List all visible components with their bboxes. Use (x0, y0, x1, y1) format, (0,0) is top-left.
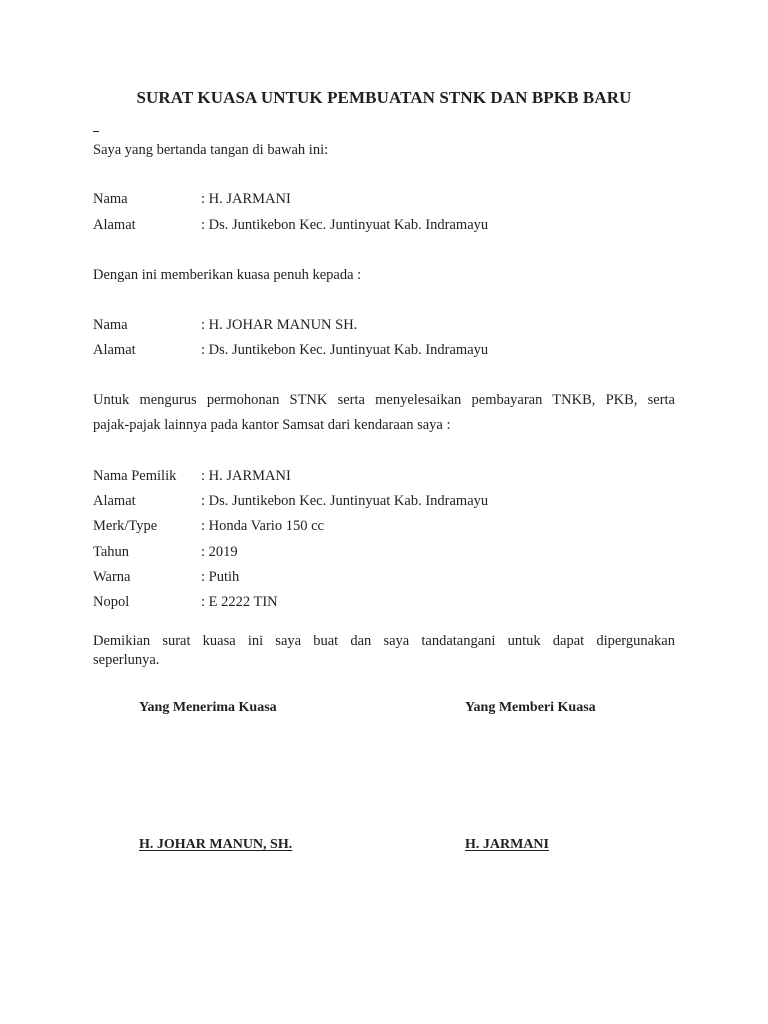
grantee-address-label: Alamat (93, 342, 136, 358)
vehicle-row (93, 517, 324, 535)
vehicle-address-label: Alamat (93, 493, 136, 509)
vehicle-address-value: : Ds. Juntikebon Kec. Juntinyuat Kab. Indramayu (201, 493, 489, 509)
vehicle-row (93, 492, 488, 510)
closing-line-1: Demikian surat kuasa ini saya buat dan saya tandatangani untuk dapat dipergunakan (93, 633, 675, 649)
grantee-address-value: : Ds. Juntikebon Kec. Juntinyuat Kab. Indramayu (201, 342, 489, 358)
grantee-name-label: Nama (93, 317, 128, 333)
vehicle-row (93, 467, 291, 485)
vehicle-owner-value: : H. JARMANI (201, 468, 291, 484)
stray-mark (93, 131, 99, 132)
grantor-address-value: : Ds. Juntikebon Kec. Juntinyuat Kab. Indramayu (201, 217, 489, 233)
intro-text: Saya yang bertanda tangan di bawah ini: (93, 142, 329, 158)
grantee-address-row (93, 341, 488, 359)
closing-line-2: seperlunya. (93, 652, 160, 668)
grant-statement: Dengan ini memberikan kuasa penuh kepada : (93, 267, 362, 283)
vehicle-owner-label: Nama Pemilik (93, 468, 177, 484)
purpose-line-2: pajak-pajak lainnya pada kantor Samsat dari kendaraan saya : (93, 417, 451, 433)
grantor-address-label: Alamat (93, 217, 136, 233)
vehicle-row (93, 593, 278, 611)
giver-name: H. JARMANI (465, 837, 549, 852)
vehicle-plate-value: : E 2222 TIN (201, 594, 278, 610)
vehicle-type-value: : Honda Vario 150 cc (201, 518, 324, 534)
vehicle-color-label: Warna (93, 569, 131, 585)
vehicle-row (93, 543, 238, 561)
giver-heading: Yang Memberi Kuasa (465, 700, 596, 715)
vehicle-year-value: : 2019 (201, 544, 238, 560)
grantor-address-row (93, 216, 488, 234)
grantee-name-row (93, 316, 357, 334)
letter-title: SURAT KUASA UNTUK PEMBUATAN STNK DAN BPKB BARU (136, 88, 632, 107)
grantor-name-value: : H. JARMANI (201, 191, 291, 207)
grantor-name-label: Nama (93, 191, 128, 207)
vehicle-type-label: Merk/Type (93, 518, 158, 534)
purpose-line-1: Untuk mengurus permohonan STNK serta menyelesaikan pembayaran TNKB, PKB, serta (93, 392, 675, 408)
grantor-name-row (93, 190, 291, 208)
vehicle-color-value: : Putih (201, 569, 240, 585)
receiver-name: H. JOHAR MANUN, SH. (139, 837, 293, 852)
vehicle-row (93, 568, 239, 586)
vehicle-plate-label: Nopol (93, 594, 130, 610)
receiver-heading: Yang Menerima Kuasa (139, 700, 277, 715)
grantee-name-value: : H. JOHAR MANUN SH. (201, 317, 358, 333)
vehicle-year-label: Tahun (93, 544, 130, 560)
